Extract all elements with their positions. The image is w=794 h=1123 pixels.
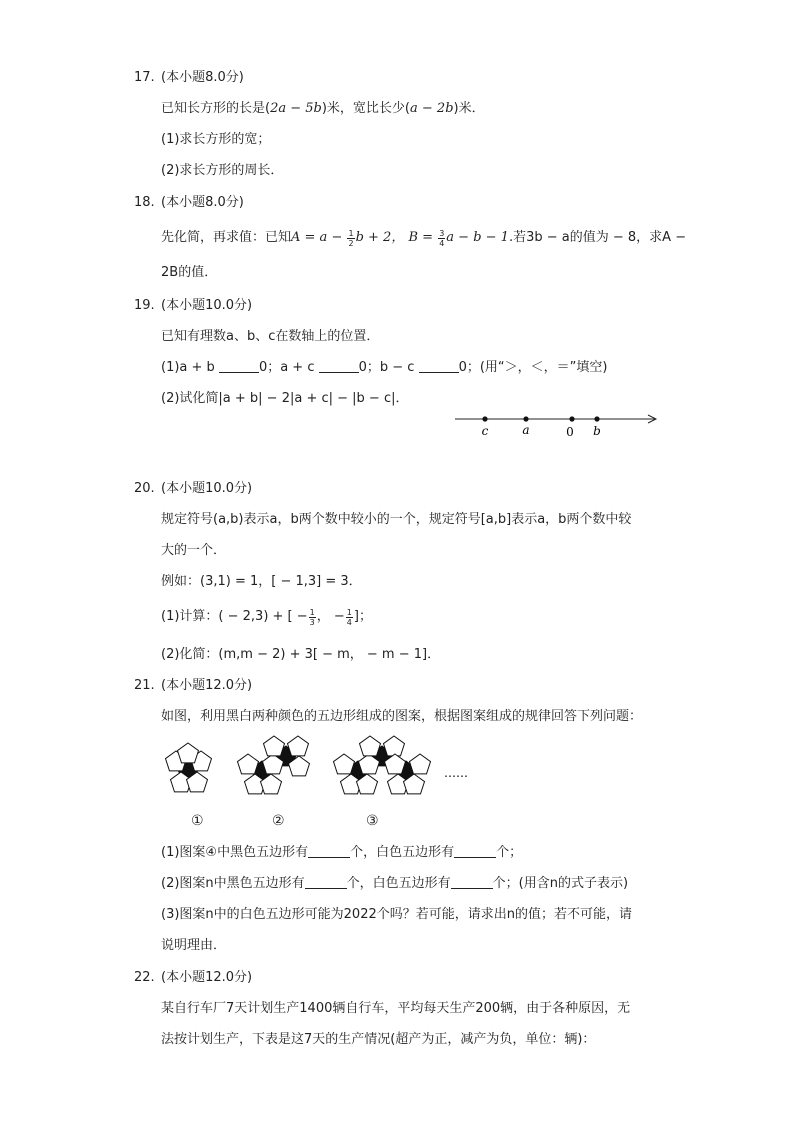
pattern-3 <box>334 736 431 794</box>
point-b <box>594 416 599 421</box>
number-line <box>450 405 665 440</box>
question-text: 已知有理数a、b、c在数轴上的位置． <box>161 329 380 344</box>
answer-blank[interactable] <box>319 359 359 373</box>
figure-label-2: ② <box>272 813 285 829</box>
question-score: (本小题8.0分) <box>161 195 244 210</box>
pattern-1 <box>166 743 212 792</box>
white-pentagon <box>238 754 259 774</box>
figure-label-1: ① <box>191 813 204 829</box>
sub-question-2: (2)试化简|a + b| − 2|a + c| − |b − c|． <box>161 391 409 406</box>
white-pentagon <box>334 754 355 774</box>
white-pentagon <box>410 754 431 774</box>
question-number: 21. <box>134 678 155 693</box>
answer-blank[interactable] <box>219 359 259 373</box>
question-number: 22. <box>134 970 155 985</box>
question-text: 先化简，再求值：已知A = a − $\frac{1}{2}$ b + 2， B = $\frac{3}{4}$ a − b − 1.若3b − a的值为 − 8，求A − <box>161 229 687 248</box>
white-pentagon <box>360 736 381 756</box>
sub-question-1: (1)计算：( − 2,3) + [ − $\frac{1}{3}$ ， − $\frac{1}{4}$ ]； <box>161 608 372 627</box>
sub-question-1: (1)a + b 0；a + c 0；b − c 0；(用“＞，＜，＝”填空) <box>161 360 608 375</box>
example-text: 例如：(3,1) = 1，[ − 1,3] = 3． <box>161 574 362 589</box>
pattern-2 <box>238 736 310 794</box>
answer-blank[interactable] <box>305 875 347 889</box>
question-text-cont: 2B的值． <box>161 265 218 280</box>
pentagon-patterns <box>158 735 478 800</box>
sub-question-3: (3)图案n中的白色五边形可能为2022个吗？若可能，请求出n的值；若不可能，请 <box>161 907 632 922</box>
white-pentagon <box>264 736 285 756</box>
fraction-one-half: $\frac{1}{2}$ <box>348 229 354 248</box>
white-pentagon <box>178 743 199 763</box>
question-text: 某自行车厂7天计划生产1400辆自行车，平均每天生产200辆，由于各种原因，无 <box>161 1001 631 1016</box>
ellipsis: …… <box>444 766 468 780</box>
question-score: (本小题10.0分) <box>161 481 253 496</box>
label-b: b <box>593 424 601 438</box>
question-text-cont: 法按计划生产，下表是这7天的生产情况(超产为正，减产为负，单位：辆)： <box>161 1032 596 1047</box>
point-0 <box>569 416 574 421</box>
question-number: 20. <box>134 481 155 496</box>
label-a: a <box>522 423 530 437</box>
question-score: (本小题10.0分) <box>161 298 253 313</box>
question-text: 如图，利用黑白两种颜色的五边形组成的图案，根据图案组成的规律回答下列问题： <box>161 709 643 724</box>
fraction-one-third: $\frac{1}{3}$ <box>309 608 315 627</box>
answer-blank[interactable] <box>454 844 496 858</box>
white-pentagon <box>288 736 309 756</box>
question-score: (本小题12.0分) <box>161 970 253 985</box>
fraction-three-quarters: $\frac{3}{4}$ <box>439 229 445 248</box>
answer-blank[interactable] <box>451 875 493 889</box>
point-a <box>523 416 528 421</box>
question-number: 19. <box>134 298 155 313</box>
sub-question-2: (2)图案n中黑色五边形有 个，白色五边形有 个；(用含n的式子表示) <box>161 876 629 891</box>
question-number: 18. <box>134 195 155 210</box>
sub-question-3-cont: 说明理由． <box>161 938 227 953</box>
white-pentagon <box>384 736 405 756</box>
label-0: 0 <box>566 425 574 439</box>
question-text-cont: 大的一个． <box>161 543 227 558</box>
label-c: c <box>481 424 489 438</box>
answer-blank[interactable] <box>419 359 459 373</box>
figure-label-3: ③ <box>366 813 379 829</box>
question-text: 规定符号(a,b)表示a，b两个数中较小的一个，规定符号[a,b]表示a，b两个数中较 <box>161 512 632 527</box>
question-text: 已知长方形的长是(2a − 5b)米，宽比长少(a − 2b)米． <box>161 101 485 116</box>
sub-question-1: (1)图案④中黑色五边形有 个，白色五边形有 个； <box>161 845 523 860</box>
question-score: (本小题12.0分) <box>161 678 253 693</box>
sub-question-1: (1)求长方形的宽； <box>161 132 271 147</box>
question-score: (本小题8.0分) <box>161 70 244 85</box>
sub-question-2: (2)求长方形的周长． <box>161 163 284 178</box>
point-c <box>482 416 487 421</box>
sub-question-2: (2)化简：(m,m − 2) + 3[ − m， − m − 1]． <box>161 647 441 662</box>
answer-blank[interactable] <box>308 844 350 858</box>
question-number: 17. <box>134 70 155 85</box>
fraction-one-quarter: $\frac{1}{4}$ <box>346 608 352 627</box>
